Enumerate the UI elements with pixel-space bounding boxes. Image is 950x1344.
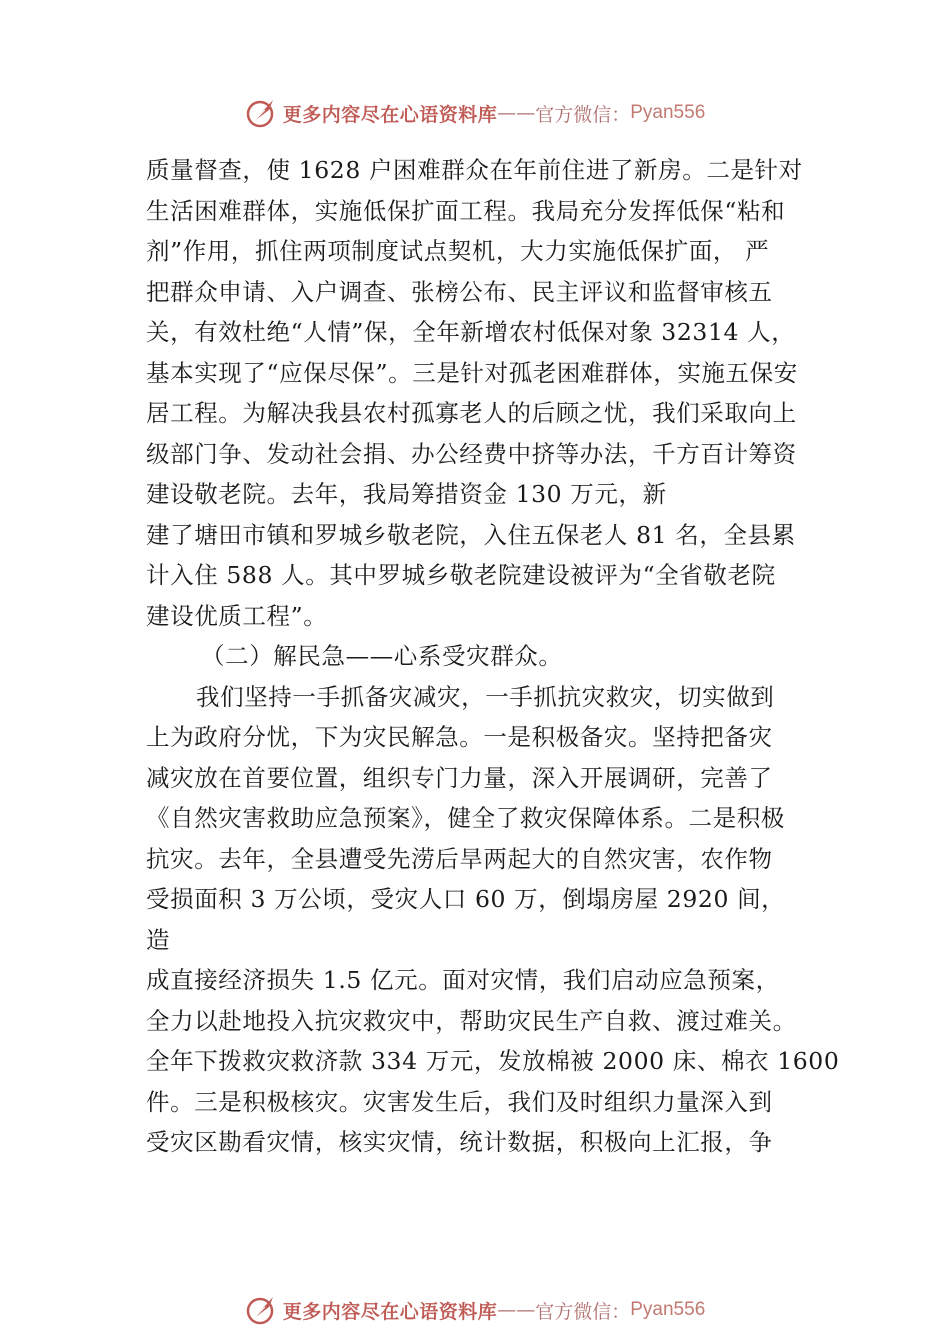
text-line: 成直接经济损失 1.5 亿元。面对灾情，我们启动应急预案，: [146, 966, 780, 994]
text-line: 造: [146, 925, 171, 954]
text-line: 基本实现了“应保尽保”。三是针对孤老困难群体，实施五保安: [146, 358, 798, 387]
text-line: 居工程。为解决我县农村孤寡老人的后顾之忧，我们采取向上: [146, 399, 797, 427]
banner-official-label: 官方微信：: [535, 103, 631, 126]
text-line: 件。三是积极核灾。灾害发生后，我们及时组织力量深入到: [146, 1087, 773, 1116]
quill-logo-icon: [245, 1293, 279, 1327]
text-line: 抗灾。去年，全县遭受先涝后旱两起大的自然灾害，农作物: [146, 844, 773, 873]
text-line: 全力以赴地投入抗灾救灾中，帮助灾民生产自救、渡过难关。: [146, 1006, 797, 1035]
banner-dash: ——: [497, 102, 536, 124]
banner-wechat-id: Pyan556: [630, 1299, 706, 1320]
text-line: 级部门争、发动社会捐、办公经费中挤等办法，千方百计筹资: [146, 439, 797, 468]
text-line: 《自然灾害救助应急预案》，健全了救灾保障体系。二是积极: [146, 804, 785, 832]
text-line: 建设敬老院。去年，我局筹措资金 130 万元，新: [146, 480, 667, 508]
text-line: 建了塘田市镇和罗城乡敬老院，入住五保老人 81 名，全县累: [146, 520, 796, 549]
header-banner: [0, 93, 950, 133]
text-line: 受损面积 3 万公顷，受灾人口 60 万，倒塌房屋 2920 间，: [146, 885, 786, 913]
text-line: 上为政府分忧，下为灾民解急。一是积极备灾。坚持把备灾: [146, 723, 773, 751]
footer-banner: [0, 1290, 950, 1330]
text-line: 质量督查，使 1628 户困难群众在年前住进了新房。二是针对: [146, 156, 803, 184]
text-line: 我们坚持一手抓备灾减灾，一手抓抗灾救灾，切实做到: [196, 682, 775, 711]
text-line: 剂”作用，抓住两项制度试点契机，大力实施低保扩面， 严: [146, 237, 770, 265]
quill-logo-icon: [245, 96, 279, 130]
banner-site-text: 更多内容尽在心语资料库: [282, 103, 498, 126]
text-line: 受灾区勘看灾情，核实灾情，统计数据，积极向上汇报，争: [146, 1128, 773, 1156]
section-heading: （二）解民急——心系受灾群众。: [201, 642, 563, 670]
text-line: 把群众申请、入户调查、张榜公布、民主评议和监督审核五: [146, 277, 773, 306]
banner-official-label: 官方微信：: [535, 1300, 631, 1323]
document-body: [146, 150, 840, 1163]
text-line: 全年下拨救灾救济款 334 万元，发放棉被 2000 床、棉衣 1600: [146, 1047, 840, 1075]
text-line: 建设优质工程”。: [146, 601, 328, 630]
text-line: 生活困难群体，实施低保扩面工程。我局充分发挥低保“粘和: [146, 196, 786, 225]
text-line: 关，有效杜绝“人情”保，全年新增农村低保对象 32314 人，: [146, 318, 796, 346]
text-line: 计入住 588 人。其中罗城乡敬老院建设被评为“全省敬老院: [146, 561, 776, 589]
banner-wechat-id: Pyan556: [630, 102, 706, 123]
banner-site-text: 更多内容尽在心语资料库: [282, 1300, 498, 1323]
text-line: 减灾放在首要位置，组织专门力量，深入开展调研，完善了: [146, 763, 773, 792]
banner-dash: ——: [497, 1299, 536, 1321]
